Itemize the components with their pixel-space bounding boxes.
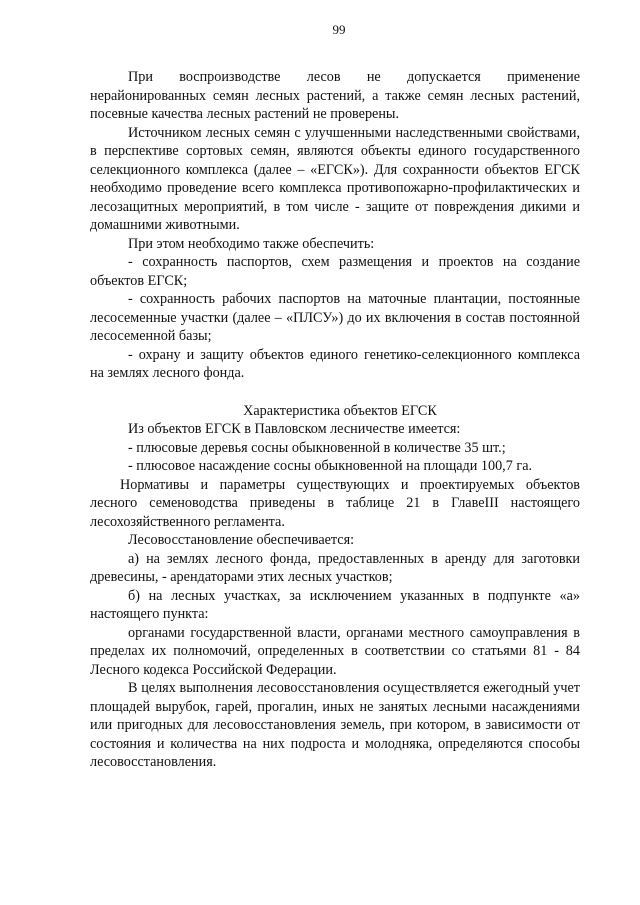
list-item-b: б) на лесных участках, за исключением указанных в подпункте «а» настоящего пункта: (90, 587, 580, 622)
list-item-a: а) на землях лесного фонда, предоставленных в аренду для заготовки древесины, - арендаторами этих лесных участков; (90, 550, 580, 585)
paragraph-also-ensure: При этом необходимо также обеспечить: (128, 235, 375, 252)
page-number: 99 (332, 22, 346, 37)
paragraph-reforestation-provided: Лесовосстановление обеспечивается: (128, 532, 355, 548)
paragraph-annual-accounting: В целях выполнения лесовосстановления осуществляется ежегодный учет площадей вырубок, гарей, прогалин, иных не занятых лесными насаждениями или пригодных для лесовосстановления земель, при котором, в зависимости от состояния и количества на них подроста и молодняка, определяются способы лесовосстановления. (90, 680, 580, 770)
paragraph-seeds-restriction: При воспроизводстве лесов не допускается применение нерайонированных семян лесных растений, а также семян лесных растений, посевные качества лесных растений не проверены. (90, 69, 580, 122)
list-item-protection: - охрану и защиту объектов единого генетико-селекционного комплекса на землях лесного фонда. (90, 346, 580, 381)
paragraph-egsk-source: Источником лесных семян с улучшенными наследственными свойствами, в перспективе сортовых семян, являются объекты единого государственного селекционного комплекса (далее – «ЕГСК»). Для сохранности объектов ЕГСК необходимо проведение всего комплекса противопожарно-профилактических и лесозащитных мероприятий, в том числе - защите от повреждения дикими и домашними животными. (90, 124, 580, 233)
paragraph-norms: Нормативы и параметры существующих и проектируемых объектов лесного семеноводства приведены в таблице 21 в ГлавеIII настоящего лесохозяйственного регламента. (90, 476, 580, 530)
list-item-plus-trees: - плюсовые деревья сосны обыкновенной в количестве 35 шт.; (128, 439, 506, 456)
paragraph-egsk-objects: Из объектов ЕГСК в Павловском лесничестве имеется: (128, 421, 461, 437)
paragraph-authorities: органами государственной власти, органами местного самоуправления в пределах их полномочий, определенных в соответствии со статьями 81 - 84 Лесного кодекса Российской Федерации. (90, 624, 580, 678)
list-item-plus-stand: - плюсовое насаждение сосны обыкновенной на площади 100,7 га. (128, 458, 533, 474)
document-body (90, 68, 580, 772)
section-heading: Характеристика объектов ЕГСК (243, 402, 437, 419)
list-item-work-passports: - сохранность рабочих паспортов на маточные плантации, постоянные лесосеменные участки (далее – «ПЛСУ») до их включения в состав постоянной лесосеменной базы; (90, 291, 580, 344)
list-item-passports: - сохранность паспортов, схем размещения и проектов на создание объектов ЕГСК; (90, 254, 580, 289)
